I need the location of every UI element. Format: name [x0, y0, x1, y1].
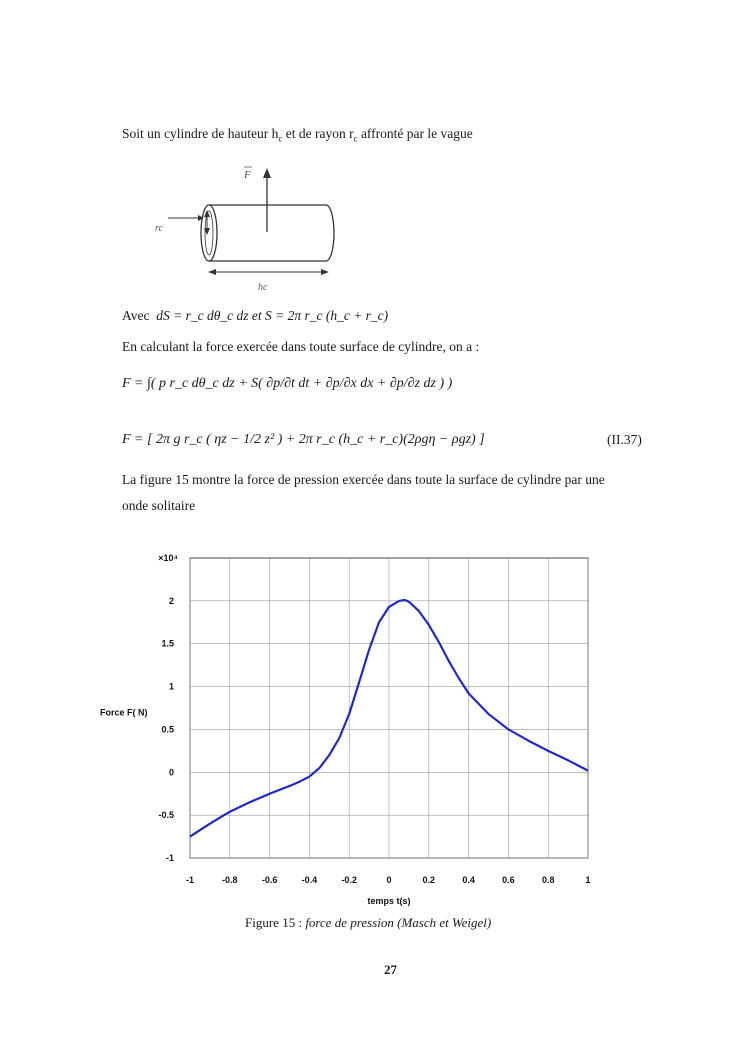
y-tick-label: -0.5 [158, 810, 174, 821]
calc-sentence: En calculant la force exercée dans toute surface de cylindre, on a : [122, 339, 480, 354]
figure-caption: Figure 15 : force de pression (Masch et Weigel) [245, 915, 492, 930]
y-tick-label: 2 [168, 595, 174, 606]
y-axis-label: Force F( N) [100, 707, 148, 718]
paragraph-line-2: onde solitaire [122, 498, 196, 513]
x-tick-label: -0.8 [222, 875, 238, 885]
equation-force-integral: F = ∫( p r_c dθ_c dz + S( ∂p/∂t dt + ∂p/∂x dx + ∂p/∂z dz ) ) [122, 376, 453, 391]
x-tick-label: -1 [185, 875, 195, 885]
x-tick-label: 0.4 [462, 875, 475, 885]
y-tick-label: 0.5 [161, 724, 174, 735]
x-tick-label: 1 [585, 875, 591, 885]
label-F: F [244, 169, 251, 181]
y-tick-label: 0 [168, 767, 174, 778]
intro-sentence: Soit un cylindre de hauteur $h_c$ et de rayon $r_c$ affronté par le vague [122, 126, 473, 144]
y-tick-label: 1 [168, 681, 174, 692]
x-tick-label: -0.4 [301, 875, 318, 885]
x-tick-label: -0.6 [261, 875, 278, 885]
paragraph-line-1: La figure 15 montre la force de pression exercée dans toute la surface de cylindre par une [122, 472, 605, 487]
x-tick-label: 0 [386, 875, 392, 885]
x-axis-label: temps t(s) [367, 896, 411, 906]
label-hc: hc [258, 282, 268, 293]
x-tick-label: 0.2 [422, 875, 436, 885]
y-multiplier: ×10⁴ [158, 553, 178, 563]
y-tick-label: 1.5 [161, 638, 174, 649]
equation-force-result: F = [ 2π g r_c ( ηz − 1/2 z² ) + 2π r_c (h_c + r_c)(2ρgη − ρgz) ] [122, 432, 485, 447]
ds-expression: dS = r_c dθ_c dz et S = 2π r_c (h_c + r_c) [156, 308, 389, 323]
equation-number: (II.37) [607, 432, 642, 447]
y-tick-label: -1 [165, 853, 174, 863]
x-tick-label: 0.6 [502, 875, 515, 885]
x-tick-label: 0.8 [541, 875, 555, 885]
label-rc: rc [155, 223, 163, 234]
x-tick-label: -0.2 [341, 875, 357, 885]
avec-line: Avec dS = r_c dθ_c dz et S = 2π r_c (h_c + r_c) [122, 308, 389, 323]
page-number: 27 [384, 962, 397, 977]
